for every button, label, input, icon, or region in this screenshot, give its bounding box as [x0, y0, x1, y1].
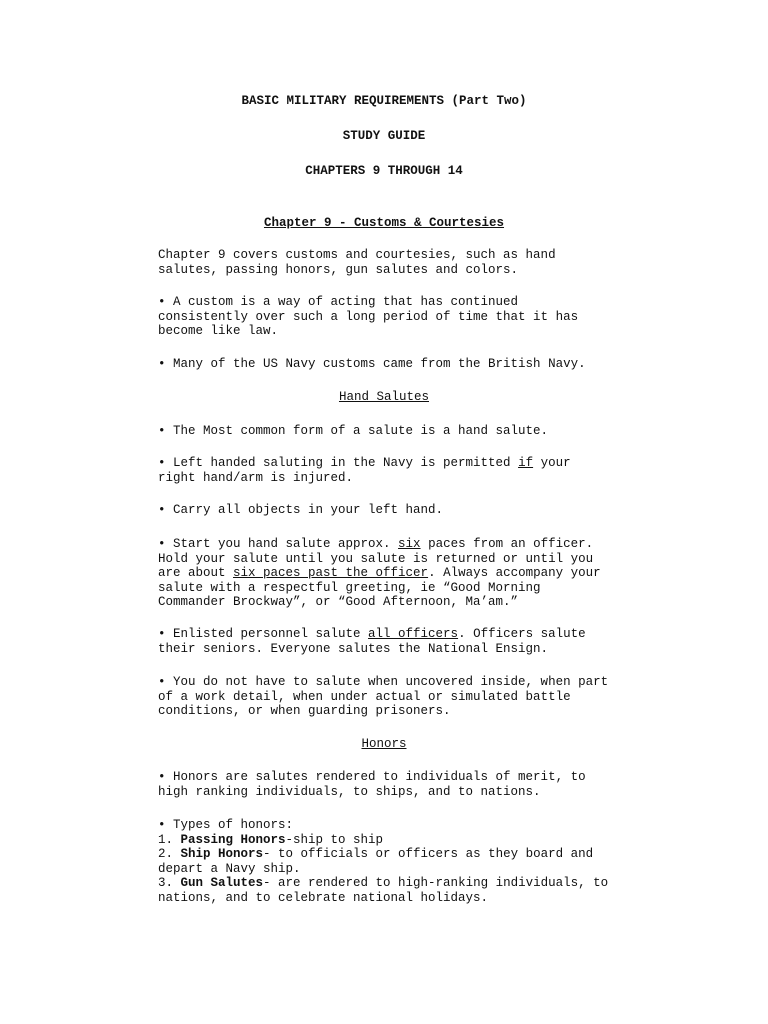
text-line: salutes, passing honors, gun salutes and colors.: [158, 262, 519, 277]
text-line: become like law.: [158, 324, 279, 339]
no-salute-conditions: [158, 675, 628, 719]
text-line: • Types of honors:: [158, 818, 294, 832]
text-line: right hand/arm is injured.: [158, 470, 354, 485]
text-line: • Many of the US Navy customs came from the British Navy.: [158, 357, 586, 371]
text-segment: . Officers salute: [458, 627, 586, 641]
text-line: • Honors are salutes rendered to individuals of merit, to: [158, 770, 586, 784]
underlined-text: if: [518, 456, 534, 470]
text-line: [158, 627, 628, 642]
list-item: [158, 876, 628, 891]
text-line: conditions, or when guarding prisoners.: [158, 704, 451, 719]
text-segment: • Enlisted personnel salute: [158, 627, 369, 641]
item-description: -ship to ship: [285, 832, 384, 847]
text-line: • Carry all objects in your left hand.: [158, 503, 444, 517]
list-item: [158, 833, 628, 848]
item-description: - to officials or officers as they board and: [263, 847, 594, 862]
text-line: salute with a respectful greeting, ie “Good Morning: [158, 580, 541, 595]
text-segment: are about: [158, 566, 234, 581]
text-line: [158, 537, 628, 552]
document-title: BASIC MILITARY REQUIREMENTS (Part Two): [241, 94, 527, 108]
text-segment: your: [533, 456, 571, 470]
text-line: depart a Navy ship.: [158, 861, 301, 876]
common-salute: [158, 424, 628, 439]
chapter9-intro: [158, 248, 628, 277]
item-number: 1.: [158, 832, 181, 847]
list-item: [158, 847, 628, 862]
enlisted-salute: [158, 627, 628, 656]
chapter9-heading: Chapter 9 - Customs & Courtesies: [263, 216, 505, 230]
custom-definition: [158, 295, 628, 339]
underlined-text: all officers: [368, 627, 459, 641]
item-description: - are rendered to high-ranking individuals, to: [263, 876, 609, 891]
text-line: their seniors. Everyone salutes the National Ensign.: [158, 641, 549, 656]
honors-types: [158, 818, 628, 906]
hand-salutes-heading: Hand Salutes: [338, 390, 429, 404]
honors-definition: [158, 770, 628, 799]
text-segment: • Left handed saluting in the Navy is permitted: [158, 456, 519, 470]
start-salute: [158, 537, 628, 610]
underlined-text: six: [398, 537, 421, 551]
text-line: [158, 456, 628, 471]
item-name: Ship Honors: [180, 847, 264, 862]
text-line: nations, and to celebrate national holidays.: [158, 890, 489, 905]
text-line: • You do not have to salute when uncovered inside, when part: [158, 675, 609, 689]
text-line: consistently over such a long period of time that it has: [158, 309, 579, 324]
text-line: of a work detail, when under actual or simulated battle: [158, 689, 571, 704]
item-number: 2.: [158, 847, 181, 862]
text-segment: • Start you hand salute approx.: [158, 537, 399, 551]
text-line: Hold your salute until you salute is returned or until you: [158, 551, 594, 566]
text-line: • The Most common form of a salute is a hand salute.: [158, 424, 549, 438]
text-line: Commander Brockway”, or “Good Afternoon, Ma’am.”: [158, 595, 519, 610]
document-subtitle: STUDY GUIDE: [342, 129, 426, 143]
text-line: Chapter 9 covers customs and courtesies, such as hand: [158, 248, 556, 262]
text-line: • A custom is a way of acting that has continued: [158, 295, 519, 309]
text-line: high ranking individuals, to ships, and to nations.: [158, 784, 541, 799]
item-number: 3.: [158, 876, 181, 891]
chapters-range: CHAPTERS 9 THROUGH 14: [305, 164, 463, 178]
left-handed-salute: [158, 456, 628, 485]
text-segment: paces from an officer.: [420, 537, 594, 551]
item-name: Gun Salutes: [180, 876, 264, 891]
honors-heading: Honors: [361, 737, 407, 751]
text-segment: . Always accompany your: [428, 566, 601, 581]
navy-customs-origin: [158, 357, 628, 372]
underlined-text: six paces past the officer: [233, 566, 429, 581]
carry-objects: [158, 503, 628, 518]
text-line: [158, 566, 628, 581]
item-name: Passing Honors: [180, 832, 286, 847]
